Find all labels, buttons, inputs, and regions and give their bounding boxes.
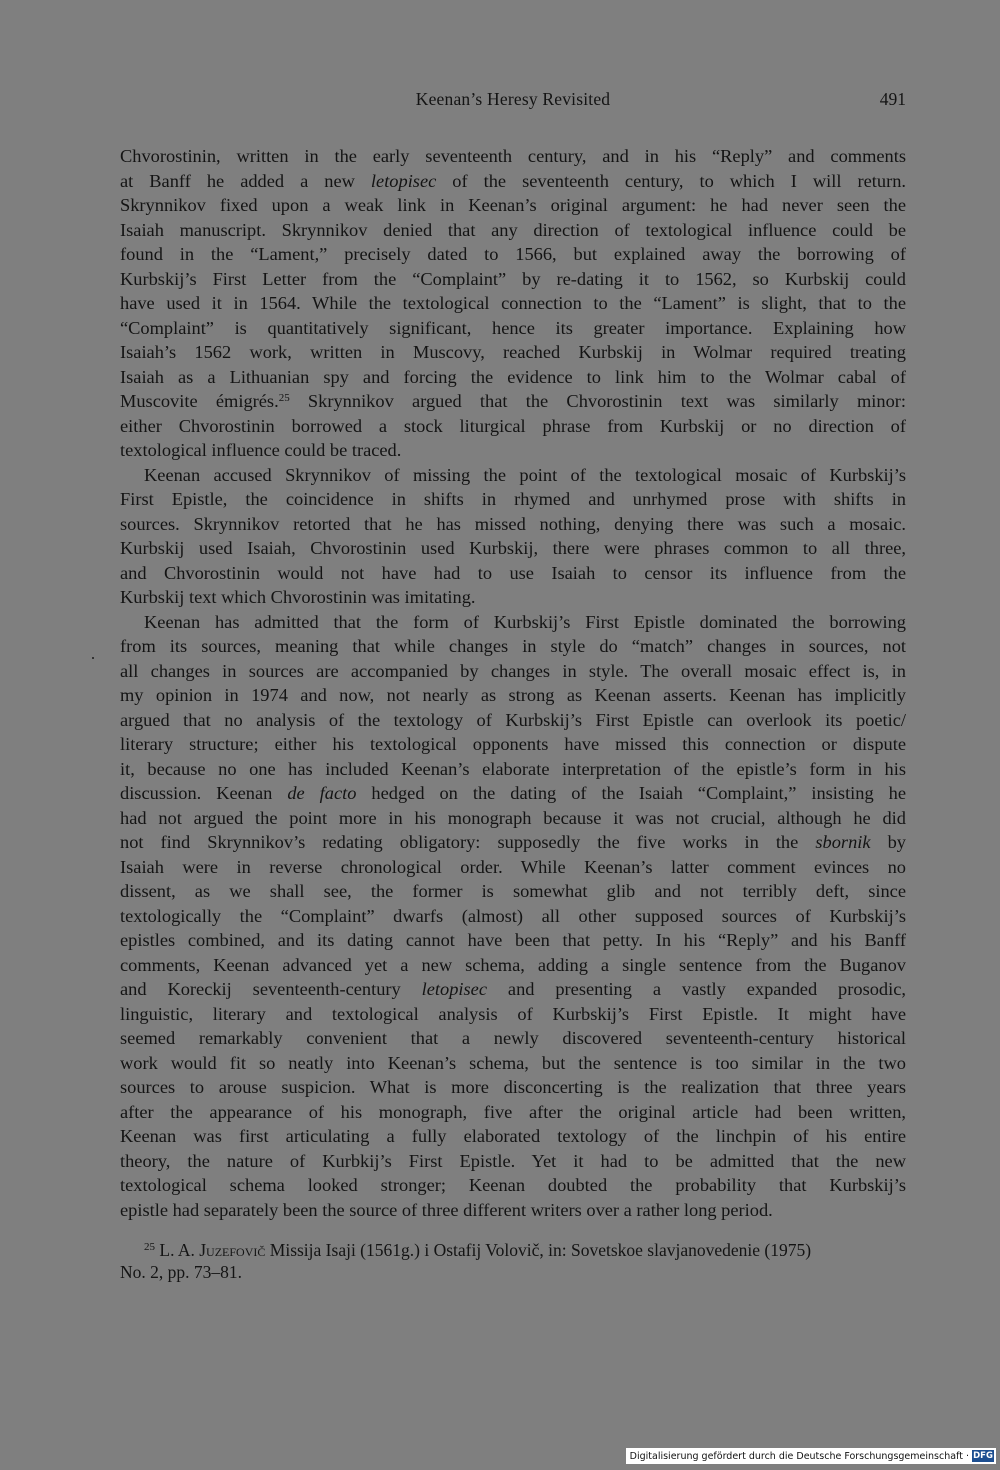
- italic-term: letopisec: [421, 979, 488, 999]
- text-line: discussion. Keenan de facto hedged on the dating of the Isaiah “Complaint,” insisting he: [120, 783, 907, 803]
- text-line: dissent, as we shall see, the former is somewhat glib and not terribly deft, since: [120, 881, 906, 901]
- text-line: textological schema looked stronger; Keenan doubted the probability that Kurbskij’s: [120, 1175, 906, 1195]
- text-line: Kurbskij text which Chvorostinin was imitating.: [120, 587, 476, 607]
- text-line: from its sources, meaning that while changes in style do “match” changes in sources, not: [120, 636, 906, 656]
- footnote-line-1: [120, 1239, 910, 1261]
- text-line: sources to arouse suspicion. What is more disconcerting is the realization that three years: [120, 1077, 906, 1097]
- text-line: Skrynnikov fixed upon a weak link in Keenan’s original argument: he had never seen the: [120, 195, 906, 215]
- text-line: theory, the nature of Kurbkij’s First Epistle. Yet it had to be admitted that the new: [120, 1150, 906, 1171]
- text-line: seemed remarkably convenient that a newly discovered seventeenth-century historical: [120, 1028, 906, 1048]
- text-line: at Banff he added a new letopisec of the seventeenth century, to which I will return.: [120, 170, 906, 191]
- italic-term: de facto: [287, 783, 357, 803]
- text-line: my opinion in 1974 and now, not nearly as strong as Keenan asserts. Keenan has implicitly: [120, 685, 906, 705]
- text-line: Isaiah manuscript. Skrynnikov denied that any direction of textological influence could be: [120, 219, 906, 240]
- text-line: found in the “Lament,” precisely dated to 1566, but explained away the borrowing of: [120, 244, 906, 264]
- paragraph: [120, 463, 906, 610]
- footnote: [120, 1239, 910, 1283]
- dfg-logo-icon: DFG: [973, 1451, 993, 1461]
- text-line: Keenan has admitted that the form of Kurbskij’s First Epistle dominated the borrowing: [144, 611, 906, 632]
- text-line: textological influence could be traced.: [120, 440, 402, 460]
- paragraph: [120, 610, 906, 1223]
- text-line: Kurbskij used Isaiah, Chvorostinin used Kurbskij, there were phrases common to all three,: [120, 538, 906, 558]
- text-line: and Koreckij seventeenth-century letopisec and presenting a vastly expanded prosodic,: [120, 979, 906, 999]
- text-line: First Epistle, the coincidence in shifts in rhymed and unrhymed prose with shifts in: [120, 489, 906, 509]
- paragraph: [120, 144, 906, 463]
- text-line: Keenan was first articulating a fully elaborated textology of the linchpin of his entire: [120, 1126, 906, 1146]
- credit-text: Digitalisierung gefördert durch die Deutsche Forschungsgemeinschaft ·: [629, 1450, 969, 1462]
- page-number: 491: [879, 89, 906, 109]
- italic-term: sbornik: [815, 832, 871, 852]
- text-line: have used it in 1564. While the textological connection to the “Lament” is slight, that to the: [120, 293, 906, 313]
- text-line: Muscovite émigrés.$^{25}$ Skrynnikov argued that the Chvorostinin text was similarly minor:: [120, 391, 906, 411]
- text-line: Isaiah as a Lithuanian spy and forcing the evidence to link him to the Wolmar cabal of: [120, 366, 906, 387]
- text-line: either Chvorostinin borrowed a stock liturgical phrase from Kurbskij or no direction of: [120, 415, 906, 436]
- text-line: Chvorostinin, written in the early seventeenth century, and in his “Reply” and comments: [120, 146, 906, 166]
- text-line: Isaiah were in reverse chronological order. While Keenan’s latter comment evinces no: [120, 856, 906, 877]
- footnote-line-2: No. 2, pp. 73–81.: [120, 1262, 243, 1282]
- text-line: epistle had separately been the source of three different writers over a rather long period.: [120, 1199, 773, 1220]
- text-line: sources. Skrynnikov retorted that he has missed nothing, denying there was such a mosaic.: [120, 513, 906, 534]
- text-line: Isaiah’s 1562 work, written in Muscovy, reached Kurbskij in Wolmar required treating: [120, 342, 906, 362]
- footnote-reference: 25: [278, 392, 290, 404]
- text-line: textologically the “Complaint” dwarfs (almost) all other supposed sources of Kurbskij’s: [120, 905, 906, 926]
- text-line: and Chvorostinin would not have had to use Isaiah to censor its influence from the: [120, 562, 906, 583]
- text-line: Kurbskij’s First Letter from the “Complaint” by re-dating it to 1562, so Kurbskij could: [120, 268, 906, 289]
- text-line: work would fit so neatly into Keenan’s schema, but the sentence is too similar in the two: [120, 1052, 906, 1073]
- text-line: argued that no analysis of the textology of Kurbskij’s First Epistle can overlook its poetic/: [120, 709, 906, 730]
- page-header: [120, 89, 906, 115]
- text-line: “Complaint” is quantitatively significant, hence its greater importance. Explaining how: [120, 317, 906, 338]
- footnote-citation: Missija Isaji (1561g.) i Ostafij Volovič, in: Sovetskoe slavjanovedenie (1975): [265, 1240, 812, 1260]
- text-line: epistles combined, and its dating cannot have been that petty. In his “Reply” and his Banff: [120, 930, 906, 950]
- running-title: Keenan’s Heresy Revisited: [415, 89, 611, 109]
- text-line: comments, Keenan advanced yet a new schema, adding a single sentence from the Buganov: [120, 954, 906, 975]
- text-line: linguistic, literary and textological analysis of Kurbskij’s First Epistle. It might have: [120, 1003, 906, 1024]
- text-line: Keenan accused Skrynnikov of missing the point of the textological mosaic of Kurbskij’s: [144, 464, 906, 485]
- italic-term: letopisec: [370, 170, 437, 191]
- text-line: after the appearance of his monograph, five after the original article had been written,: [120, 1101, 906, 1122]
- text-line: it, because no one has included Keenan’s elaborate interpretation of the epistle’s form in his: [120, 758, 906, 779]
- text-line: had not argued the point more in his monograph because it was not crucial, although he did: [120, 807, 906, 828]
- dfg-credit: [626, 1448, 996, 1464]
- margin-mark: [92, 657, 94, 659]
- footnote-author: L. A. Juzefovič: [159, 1240, 266, 1260]
- footnote-number: 25: [144, 1241, 155, 1253]
- text-line: all changes in sources are accompanied by changes in style. The overall mosaic effect is, in: [120, 660, 906, 681]
- text-line: not find Skrynnikov’s redating obligatory: supposedly the five works in the sbornik by: [120, 832, 906, 852]
- text-line: literary structure; either his textological opponents have missed this connection or dispute: [120, 734, 906, 754]
- body-text: [120, 144, 906, 1222]
